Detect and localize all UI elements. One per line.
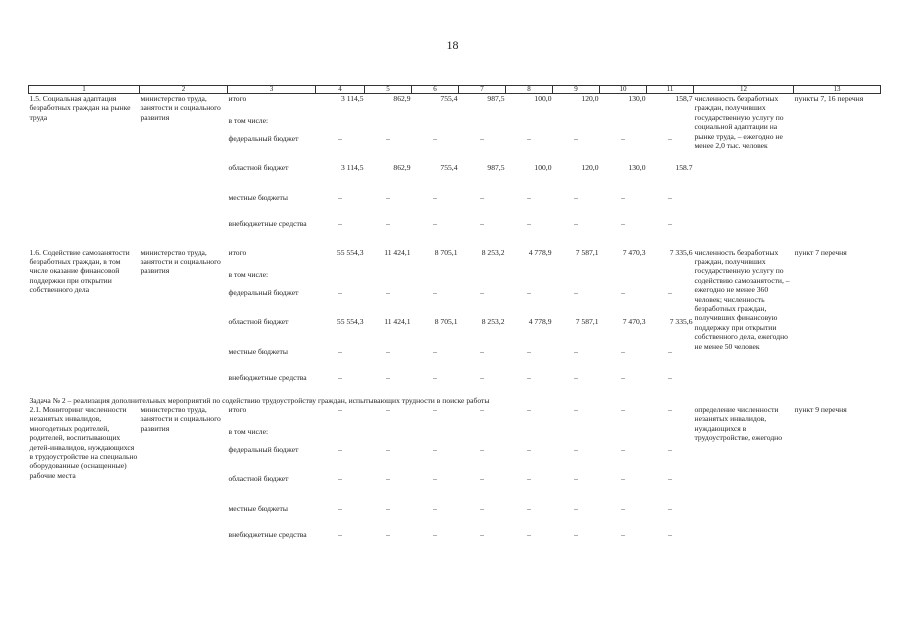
amount-cell: 130,0 xyxy=(628,162,646,172)
amount-cell: – xyxy=(668,218,672,228)
amount-cell xyxy=(459,116,506,134)
amount-cell: – xyxy=(527,444,531,454)
amount-cell: – xyxy=(668,503,672,513)
measure-name: 2.1. Мониторинг численности незанятых инвалидов, многодетных родителей, родителей, воспитывающих детей-инвалидов, нуждающихся в трудоустройстве на специально оборудованные (оснащенные) рабочие места xyxy=(29,404,138,480)
amount-cell: – xyxy=(338,529,342,539)
amount-cell: – xyxy=(527,529,531,539)
amount-cell: – xyxy=(668,444,672,454)
amount-cell: – xyxy=(338,218,342,228)
amount-cell: – xyxy=(338,287,342,297)
amount-cell: 130,0 xyxy=(628,94,646,103)
amount-cell: – xyxy=(433,346,437,356)
amount-cell xyxy=(506,427,553,445)
amount-cell: – xyxy=(527,133,531,143)
amount-cell: 7 587,1 xyxy=(575,247,599,257)
column-header: 6 xyxy=(412,86,459,94)
amount-cell: – xyxy=(574,346,578,356)
funding-source: внебюджетные средства xyxy=(228,218,307,228)
column-header: 1 xyxy=(29,86,140,94)
amount-cell: 4 778,9 xyxy=(528,247,552,257)
amount-cell: – xyxy=(433,529,437,539)
amount-cell: 120,0 xyxy=(581,162,599,172)
amount-cell: – xyxy=(621,192,625,202)
amount-cell xyxy=(459,427,506,445)
funding-source: федеральный бюджет xyxy=(228,287,299,297)
funding-source: областной бюджет xyxy=(228,473,289,483)
amount-cell xyxy=(412,116,459,134)
amount-cell: – xyxy=(480,192,484,202)
amount-cell: 987,5 xyxy=(487,94,505,103)
funding-source: внебюджетные средства xyxy=(228,529,307,539)
amount-cell: 100,0 xyxy=(534,94,552,103)
amount-cell xyxy=(459,270,506,288)
amount-cell xyxy=(600,427,647,445)
amount-cell: – xyxy=(668,473,672,483)
column-header: 8 xyxy=(506,86,553,94)
funding-source: федеральный бюджет xyxy=(228,133,299,143)
table-row xyxy=(29,94,881,116)
funding-source: местные бюджеты xyxy=(228,192,288,202)
funding-source: в том числе: xyxy=(228,269,269,279)
amount-cell: – xyxy=(574,133,578,143)
amount-cell: – xyxy=(338,372,342,382)
amount-cell: – xyxy=(574,444,578,454)
amount-cell: – xyxy=(480,372,484,382)
amount-cell: – xyxy=(480,287,484,297)
task-heading: Задача № 2 – реализация дополнительных мероприятий по содействию трудоустройству граждан, испытывающих трудности в поиске работы xyxy=(29,395,490,405)
amount-cell xyxy=(647,116,694,134)
amount-cell xyxy=(553,270,600,288)
amount-cell: – xyxy=(480,218,484,228)
amount-cell: 7 587,1 xyxy=(575,316,599,326)
amount-cell: – xyxy=(527,503,531,513)
amount-cell: – xyxy=(574,404,578,414)
funding-source: местные бюджеты xyxy=(228,503,288,513)
amount-cell: – xyxy=(386,133,390,143)
amount-cell: – xyxy=(386,372,390,382)
amount-cell: 11 424,1 xyxy=(384,316,411,326)
funding-source: областной бюджет xyxy=(228,162,289,172)
amount-cell: – xyxy=(338,444,342,454)
amount-cell: – xyxy=(386,346,390,356)
amount-cell: 8 253,2 xyxy=(481,316,505,326)
funding-source: местные бюджеты xyxy=(228,346,288,356)
amount-cell: – xyxy=(574,529,578,539)
indicator: численность безработных граждан, получивших государственную услугу по социальной адаптации на рынке труда, – ежегодно не менее 2,0 тыс. человек xyxy=(694,94,784,151)
amount-cell xyxy=(412,427,459,445)
amount-cell xyxy=(506,270,553,288)
amount-cell: 755,4 xyxy=(440,94,458,103)
table-row xyxy=(29,248,881,270)
amount-cell: – xyxy=(574,192,578,202)
amount-cell: – xyxy=(574,287,578,297)
amount-cell: – xyxy=(668,529,672,539)
executor: министерство труда, занятости и социального развития xyxy=(140,247,221,276)
amount-cell xyxy=(506,116,553,134)
amount-cell: – xyxy=(338,404,342,414)
amount-cell: – xyxy=(527,473,531,483)
amount-cell: 100,0 xyxy=(534,162,552,172)
executor: министерство труда, занятости и социального развития xyxy=(140,404,221,433)
amount-cell: – xyxy=(433,473,437,483)
amount-cell: – xyxy=(668,192,672,202)
amount-cell: – xyxy=(386,473,390,483)
amount-cell: – xyxy=(433,503,437,513)
amount-cell: – xyxy=(433,287,437,297)
amount-cell: – xyxy=(338,346,342,356)
amount-cell: – xyxy=(386,503,390,513)
amount-cell: 3 114,5 xyxy=(341,162,364,172)
funding-source: итого xyxy=(228,404,247,414)
funding-source: итого xyxy=(228,247,247,257)
amount-cell: – xyxy=(480,133,484,143)
amount-cell: – xyxy=(386,404,390,414)
table-row xyxy=(29,405,881,427)
funding-source: итого xyxy=(228,94,247,103)
amount-cell: – xyxy=(433,372,437,382)
column-header: 9 xyxy=(553,86,600,94)
amount-cell: – xyxy=(433,133,437,143)
amount-cell: 158,7 xyxy=(675,94,693,103)
amount-cell: 7 470,3 xyxy=(622,247,646,257)
amount-cell: – xyxy=(433,404,437,414)
amount-cell: – xyxy=(386,529,390,539)
indicator: определение численности незанятых инвалидов, нуждающихся в трудоустройстве, ежегодно xyxy=(694,404,783,443)
amount-cell: – xyxy=(338,192,342,202)
amount-cell: 3 114,5 xyxy=(341,94,364,103)
task-row xyxy=(29,396,881,405)
amount-cell: – xyxy=(480,346,484,356)
funding-source: в том числе: xyxy=(228,115,269,125)
page-number: 18 xyxy=(446,38,459,52)
amount-cell: – xyxy=(668,346,672,356)
amount-cell: 7 335,6 xyxy=(669,247,693,257)
amount-cell: – xyxy=(527,287,531,297)
amount-cell: – xyxy=(386,444,390,454)
amount-cell: – xyxy=(621,444,625,454)
column-header: 11 xyxy=(647,86,694,94)
amount-cell: – xyxy=(386,192,390,202)
amount-cell: 158.7 xyxy=(675,162,693,172)
amount-cell: – xyxy=(574,218,578,228)
measure-name: 1.6. Содействие самозанятости безработных граждан, в том числе оказание финансовой поддержки при открытии собственного дела xyxy=(29,247,130,295)
column-header: 5 xyxy=(365,86,412,94)
amount-cell: – xyxy=(338,133,342,143)
amount-cell: – xyxy=(621,133,625,143)
measure-name: 1.5. Социальная адаптация безработных граждан на рынке труда xyxy=(29,94,131,122)
amount-cell xyxy=(316,270,365,288)
amount-cell: 862,9 xyxy=(393,94,411,103)
amount-cell: – xyxy=(527,192,531,202)
amount-cell: 8 253,2 xyxy=(481,247,505,257)
column-number-row xyxy=(29,86,881,94)
indicator: численность безработных граждан, получивших государственную услугу по содействию самозанятости, – ежегодно не менее 360 человек; численность безработных граждан, получивших финансовую поддержку при открытии собственного дела, ежегодно не менее 50 человек xyxy=(694,247,790,351)
amount-cell xyxy=(412,270,459,288)
amount-cell: – xyxy=(621,503,625,513)
amount-cell xyxy=(365,427,412,445)
program-table xyxy=(28,85,881,553)
column-header: 3 xyxy=(228,86,316,94)
amount-cell: – xyxy=(480,473,484,483)
amount-cell: 55 554,3 xyxy=(336,316,364,326)
amount-cell: – xyxy=(668,287,672,297)
amount-cell: 55 554,3 xyxy=(336,247,364,257)
amount-cell xyxy=(647,270,694,288)
amount-cell xyxy=(365,116,412,134)
amount-cell xyxy=(647,427,694,445)
amount-cell: – xyxy=(338,473,342,483)
amount-cell xyxy=(316,427,365,445)
funding-source: федеральный бюджет xyxy=(228,444,299,454)
reference: пункты 7, 16 перечня xyxy=(794,94,864,103)
amount-cell: – xyxy=(338,503,342,513)
amount-cell xyxy=(600,116,647,134)
amount-cell: 8 705,1 xyxy=(434,247,458,257)
amount-cell: – xyxy=(480,529,484,539)
amount-cell: – xyxy=(386,218,390,228)
amount-cell: – xyxy=(480,404,484,414)
amount-cell: – xyxy=(668,404,672,414)
executor: министерство труда, занятости и социального развития xyxy=(140,94,221,122)
amount-cell xyxy=(553,427,600,445)
amount-cell: 987,5 xyxy=(487,162,505,172)
amount-cell: – xyxy=(574,503,578,513)
amount-cell: – xyxy=(621,218,625,228)
amount-cell: – xyxy=(621,372,625,382)
amount-cell: – xyxy=(527,372,531,382)
amount-cell: – xyxy=(668,372,672,382)
column-header: 7 xyxy=(459,86,506,94)
amount-cell: – xyxy=(621,287,625,297)
amount-cell: 7 470,3 xyxy=(622,316,646,326)
amount-cell: – xyxy=(433,444,437,454)
amount-cell: – xyxy=(621,404,625,414)
reference: пункт 9 перечня xyxy=(794,404,847,414)
funding-source: в том числе: xyxy=(228,426,269,436)
amount-cell xyxy=(553,116,600,134)
amount-cell: – xyxy=(668,133,672,143)
column-header: 4 xyxy=(316,86,365,94)
amount-cell: – xyxy=(527,404,531,414)
column-header: 2 xyxy=(140,86,228,94)
amount-cell: 4 778,9 xyxy=(528,316,552,326)
column-header: 13 xyxy=(794,86,881,94)
amount-cell: – xyxy=(480,444,484,454)
amount-cell: 8 705,1 xyxy=(434,316,458,326)
amount-cell: – xyxy=(527,218,531,228)
amount-cell: – xyxy=(433,218,437,228)
amount-cell: 11 424,1 xyxy=(384,247,411,257)
amount-cell: 7 335,6 xyxy=(669,316,693,326)
amount-cell: – xyxy=(621,529,625,539)
amount-cell: – xyxy=(574,372,578,382)
amount-cell xyxy=(316,116,365,134)
amount-cell: – xyxy=(621,346,625,356)
amount-cell: – xyxy=(621,473,625,483)
amount-cell: 862,9 xyxy=(393,162,411,172)
amount-cell: – xyxy=(574,473,578,483)
amount-cell: – xyxy=(480,503,484,513)
column-header: 12 xyxy=(694,86,794,94)
amount-cell xyxy=(365,270,412,288)
reference: пункт 7 перечня xyxy=(794,247,847,257)
amount-cell: 755,4 xyxy=(440,162,458,172)
amount-cell: 120,0 xyxy=(581,94,599,103)
amount-cell: – xyxy=(433,192,437,202)
amount-cell xyxy=(600,270,647,288)
amount-cell: – xyxy=(527,346,531,356)
funding-source: внебюджетные средства xyxy=(228,372,307,382)
amount-cell: – xyxy=(386,287,390,297)
funding-source: областной бюджет xyxy=(228,316,289,326)
column-header: 10 xyxy=(600,86,647,94)
